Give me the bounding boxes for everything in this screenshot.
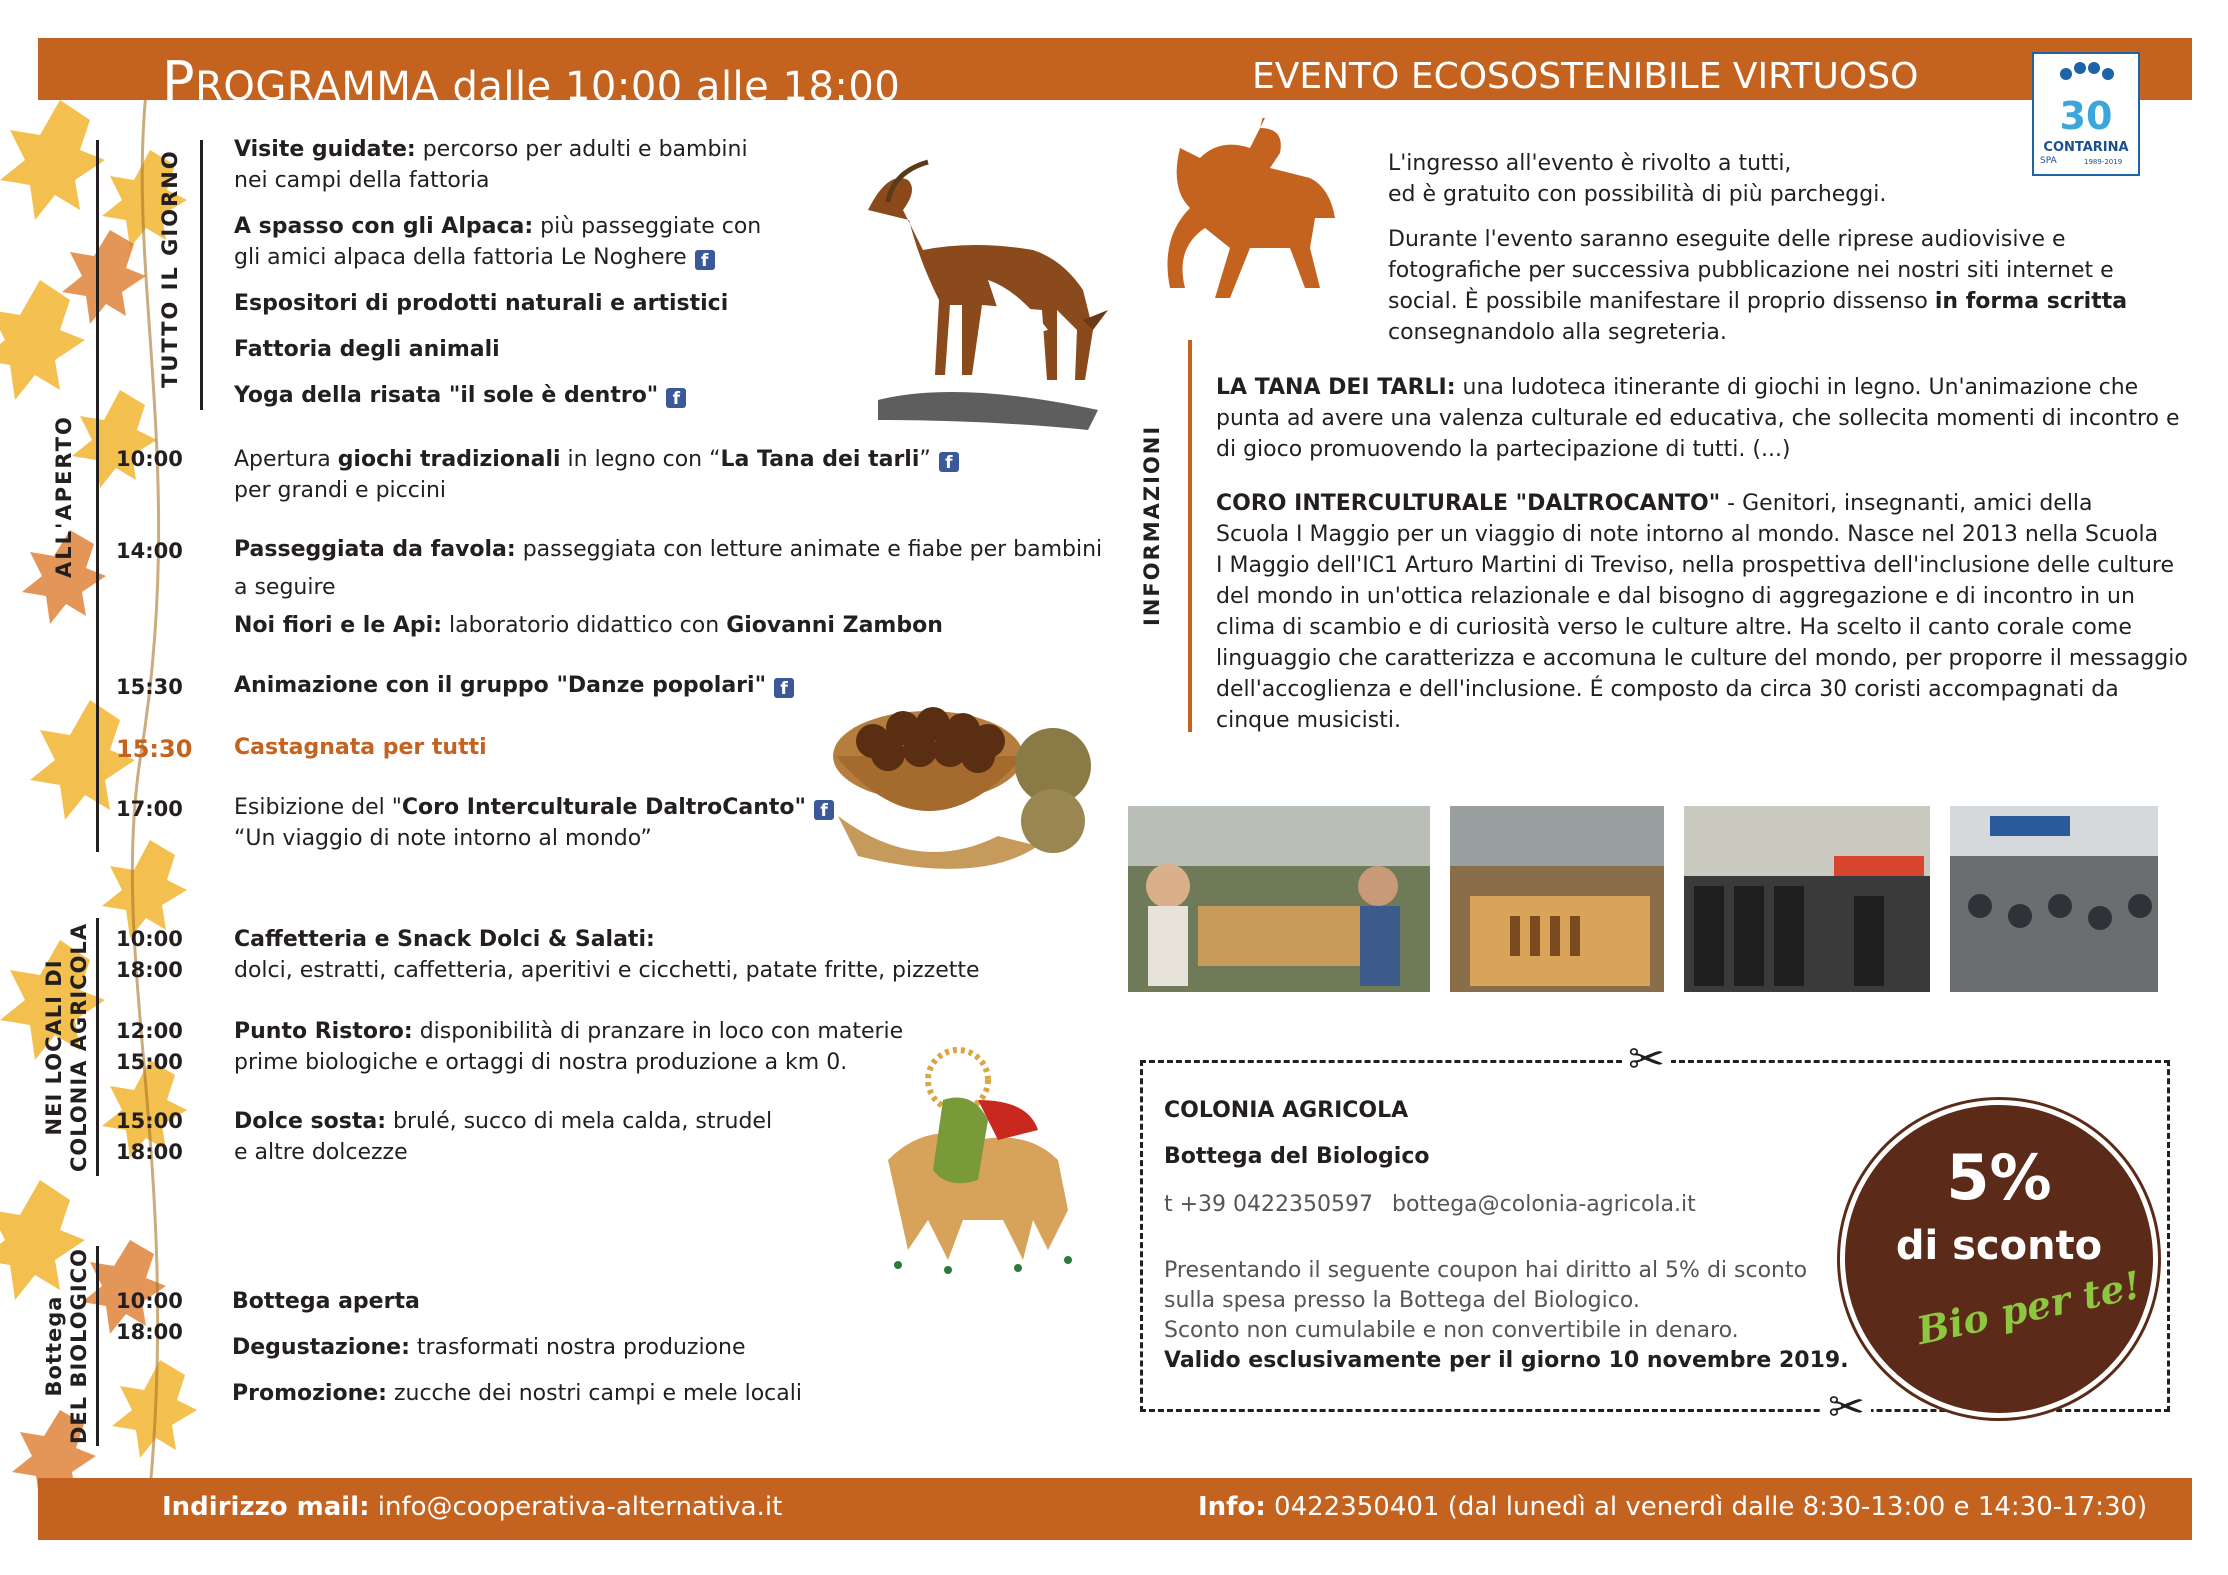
item-castagnata: Castagnata per tutti [234,735,487,760]
info-tana: LA TANA DEI TARLI: una ludoteca itinerante di giochi in legno. Un'animazione che punta ad avere una valenza culturale ed educativa, che sollecita momenti di incontro e di gioco promuovendo la partecipazione di tutti. (...) [1216,375,2180,462]
section-bottega: Bottega DEL BIOLOGICO [42,1248,91,1444]
item-a-seguire: a seguire [234,575,336,600]
facebook-icon[interactable]: f [814,800,834,820]
photo-crowd [1950,806,2158,992]
info-coro: CORO INTERCULTURALE "DALTROCANTO" - Genitori, insegnanti, amici della Scuola I Maggio per un viaggio di note intorno al mondo. Nasce nel 2013 nella Scuola I Maggio dell'IC1 Arturo Martini di Treviso, nella prospettiva dell'inclusione delle culture del mondo in un'ottica relazionale e dal bisogno di aggregazione e di incontro in un clima di scambio e di curiosità verso le culture altre. Ha scelto il canto corale come linguaggio che caratterizza e accomuna le culture del mondo, per proporre il messaggio dell'accoglienza e dell'inclusione. É composto da circa 30 coristi accompagnati da cinque musicisti. [1216,491,2188,733]
page-title: PROGRAMMA dalle 10:00 alle 18:00 [162,50,901,113]
item-danze: Animazione con il gruppo "Danze popolari" f [234,670,794,701]
chestnuts-image [828,646,1108,876]
time-loc1: 10:00 18:00 [116,927,183,982]
item-alpaca: A spasso con gli Alpaca: più passeggiate con gli amici alpaca della fattoria Le Noghere f [234,214,762,271]
item-espositori: Espositori di prodotti naturali e artistici [234,291,729,316]
info-line [1188,340,1192,732]
section-nei-locali: NEI LOCALI DI COLONIA AGRICOLA [42,922,91,1172]
time-1530a: 15:30 [116,675,183,699]
time-loc3: 15:00 18:00 [116,1109,183,1164]
tutto-il-giorno-line [200,140,203,410]
item-passeggiata: Passeggiata da favola: passeggiata con letture animate e fiabe per bambini [234,537,1103,562]
facebook-icon[interactable]: f [695,250,715,270]
all-aperto-line [96,140,99,852]
item-apertura: Apertura giochi tradizionali in legno con “La Tana dei tarli” f per grandi e piccini [234,444,959,506]
photo-games-1 [1128,806,1430,992]
item-ristoro: Punto Ristoro: disponibilità di pranzare in loco con materie prime biologiche e ortaggi di nostra produzione a km 0. [234,1019,904,1075]
coupon-terms: Presentando il seguente coupon hai diritto al 5% di sconto sulla spesa presso la Bottega del Biologico. Sconto non cumulabile e non convertibile in denaro. Valido esclusivamente per il giorno 10 novembre 2019. [1164,1258,1849,1373]
item-fattoria: Fattoria degli animali [234,337,500,362]
facebook-icon[interactable]: f [939,452,959,472]
item-caffetteria: Caffetteria e Snack Dolci & Salati: dolci, estratti, caffetteria, aperitivi e cicchetti, patate fritte, pizzette [234,927,980,983]
item-coro: Esibizione del "Coro Interculturale DaltroCanto" f “Un viaggio di note intorno al mondo” [234,792,834,854]
section-tutto-il-giorno: TUTTO IL GIORNO [158,149,182,388]
coupon-subtitle: Bottega del Biologico [1164,1144,1430,1169]
info-privacy: Durante l'evento saranno eseguite delle riprese audiovisive e fotografiche per successiva pubblicazione nei nostri siti internet e social. È possibile manifestare il proprio dissenso in forma scritta consegnandolo alla segreteria. [1388,227,2128,345]
coupon-phone: t +39 0422350597 [1164,1192,1374,1217]
item-promozione: Promozione: zucche dei nostri campi e mele locali [232,1381,802,1406]
facebook-icon[interactable]: f [774,678,794,698]
goat-image [838,150,1118,430]
cookie-image [868,1040,1098,1280]
time-bottega: 10:00 18:00 [116,1289,183,1344]
autumn-leaves-decoration [0,60,230,1490]
item-yoga: Yoga della risata "il sole è dentro" f [234,380,686,411]
info-entry: L'ingresso all'evento è rivolto a tutti, ed è gratuito con possibilità di più parcheggi. [1388,151,1887,207]
item-fiori: Noi fiori e le Api: laboratorio didattico con Giovanni Zambon [234,613,943,638]
nei-locali-line [96,918,99,1176]
footer-info: Info: 0422350401 (dal lunedì al venerdì dalle 8:30-13:00 e 14:30-17:30) [1198,1492,2148,1522]
item-dolce: Dolce sosta: brulé, succo di mela calda, strudel e altre dolcezze [234,1109,773,1165]
event-title: EVENTO ECOSOSTENIBILE VIRTUOSO [1252,56,1919,97]
photo-choir [1684,806,1930,992]
time-1530b: 15:30 [116,735,193,763]
item-visite: Visite guidate: percorso per adulti e bambini nei campi della fattoria [234,137,748,193]
coupon-title: COLONIA AGRICOLA [1164,1098,1409,1123]
discount-badge: 5% di sconto Bio per te! [1840,1100,2158,1418]
time-loc2: 12:00 15:00 [116,1019,183,1074]
section-all-aperto: ALL'APERTO [52,415,76,578]
bottega-line [96,1246,99,1446]
facebook-icon[interactable]: f [666,388,686,408]
time-1700: 17:00 [116,797,183,821]
item-degustazione: Degustazione: trasformati nostra produzione [232,1335,746,1360]
footer-mail[interactable]: Indirizzo mail: info@cooperativa-alternativa.it [162,1492,783,1522]
scissors-icon: ✂ [1622,1038,1671,1082]
item-bottega-aperta: Bottega aperta [232,1289,420,1314]
photo-games-2 [1450,806,1664,992]
section-informazioni: INFORMAZIONI [1140,424,1164,626]
contarina-logo: 30 CONTARINA SPA 1989-2019 [2032,52,2140,176]
coupon-email[interactable]: bottega@colonia-agricola.it [1392,1192,1696,1217]
scissors-icon: ✂ [1822,1386,1871,1430]
rider-silhouette [1140,118,1360,338]
time-1400: 14:00 [116,539,183,563]
time-1000: 10:00 [116,447,183,471]
